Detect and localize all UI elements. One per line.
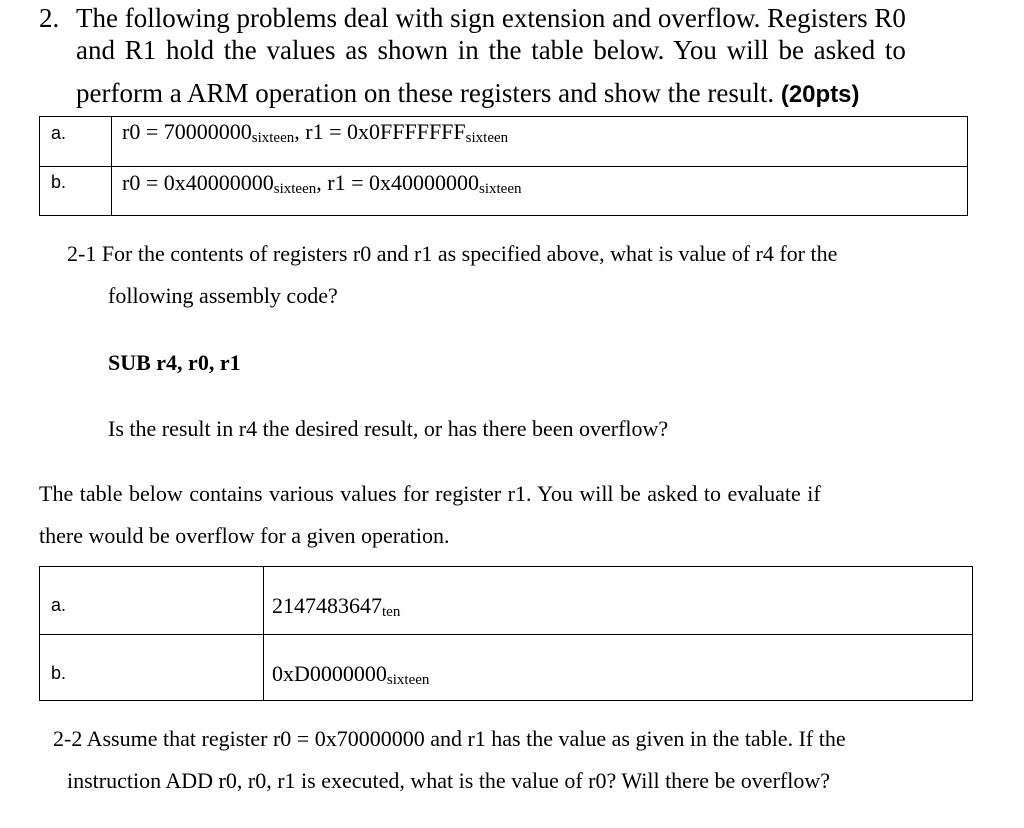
r0-name: r0 [122, 119, 141, 144]
r0-base: sixteen [251, 130, 295, 146]
part-1-line-1: 2-1 For the contents of registers r0 and r1 as specified above, what is value of r4 for the [67, 241, 838, 266]
r1-base: sixteen [465, 130, 509, 146]
register-table-1 [39, 116, 968, 216]
table-2-row-a [40, 567, 972, 634]
part-1-question: Is the result in r4 the desired result, or has there been overflow? [108, 416, 669, 441]
r1-value: 0x0FFFFFFF [347, 119, 466, 144]
part-2-line-2: instruction ADD r0, r0, r1 is executed, what is the value of r0? Will there be overflow? [67, 768, 830, 793]
points-label: (20pts) [780, 81, 860, 108]
question-line-3-text: perform a ARM operation on these registers and show the result. [76, 78, 775, 108]
row-label: b. [51, 172, 67, 192]
intro-2-line-2: there would be overflow for a given operation. [39, 523, 450, 548]
table-1-row-a [40, 117, 967, 167]
register-values: $r0 = 0x40000000_{sixteen}$, $r1 = 0x40000000_{sixteen}$ [122, 170, 522, 197]
r1-value-cell [272, 593, 400, 621]
register-table-2 [39, 566, 973, 701]
r0-name: r0 [122, 170, 141, 195]
r1-base: sixteen [386, 672, 430, 688]
r1-name: r1 [327, 170, 346, 195]
question-line-2: and R1 hold the values as shown in the table below. You will be asked to [76, 35, 906, 65]
r0-value: 70000000 [163, 119, 252, 144]
row-label: a. [51, 123, 67, 143]
question-line-3 [76, 78, 860, 109]
table-1-row-b [40, 166, 967, 217]
r1-value: 2147483647 [272, 593, 382, 618]
question-number: 2. [39, 3, 60, 33]
register-values: $r0 = 70000000_{sixteen}$, $r1 = 0x0FFFFFFF_{sixteen}$ [122, 119, 509, 146]
r1-value: 0x40000000 [369, 170, 479, 195]
r1-base: sixteen [479, 181, 522, 197]
row-label: b. [51, 663, 67, 683]
r1-name: r1 [305, 119, 324, 144]
r1-value-cell [272, 661, 429, 689]
r0-value: 0x40000000 [163, 170, 274, 195]
assembly-code: SUB r4, r0, r1 [108, 350, 241, 375]
part-2-line-1: 2-2 Assume that register r0 = 0x70000000 and r1 has the value as given in the table. If the [53, 726, 846, 751]
question-line-1: The following problems deal with sign extension and overflow. Registers R0 [76, 3, 906, 33]
table-2-row-b [40, 634, 972, 702]
row-label: a. [51, 595, 67, 615]
r0-base: sixteen [273, 181, 317, 197]
intro-2-line-1: The table below contains various values for register r1. You will be asked to evaluate if [39, 481, 821, 506]
part-1-line-2: following assembly code? [108, 283, 338, 308]
r1-base: ten [382, 604, 401, 620]
r1-value: 0xD0000000 [272, 661, 387, 686]
